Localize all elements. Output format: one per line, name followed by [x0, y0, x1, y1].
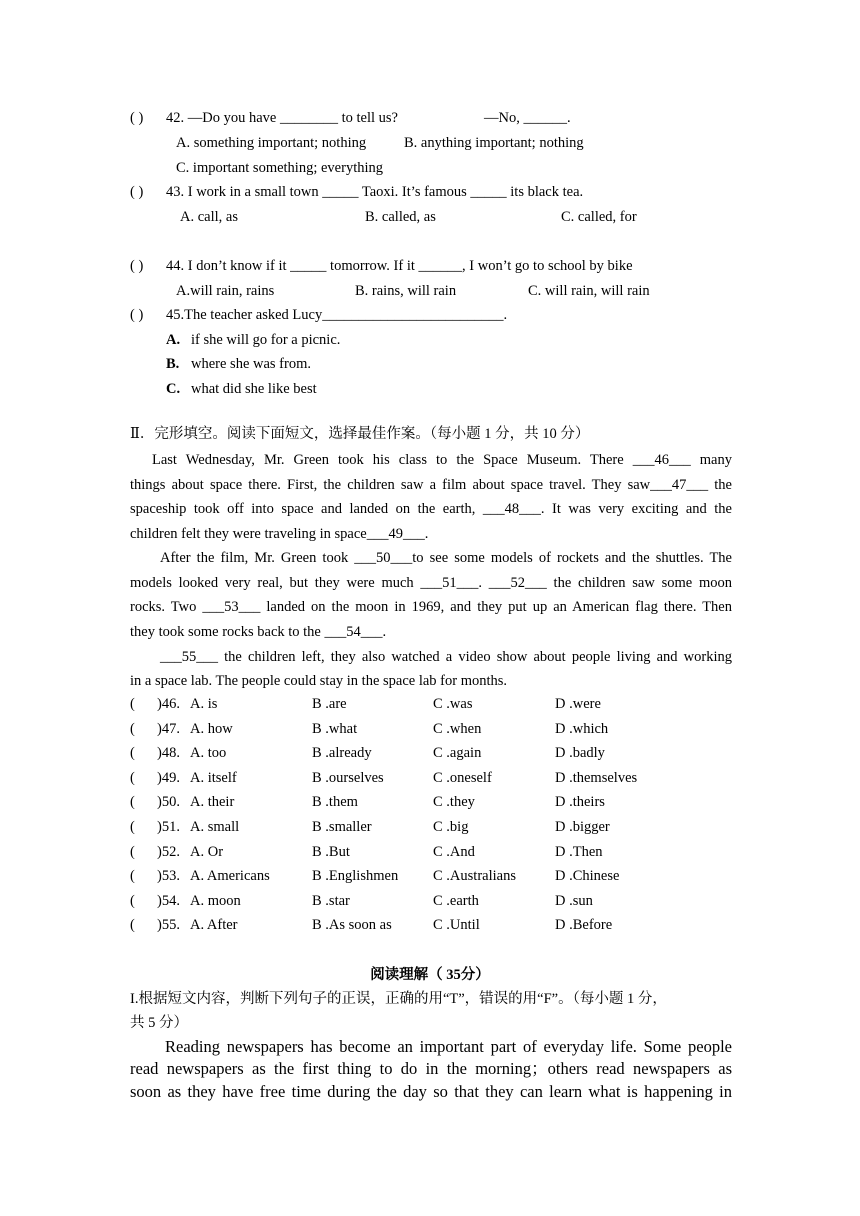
- option-a: A. how: [190, 720, 233, 737]
- answer-paren: (: [130, 843, 135, 860]
- question-number: )53.: [157, 868, 180, 885]
- option-a: A. After: [190, 917, 238, 934]
- option-b: B. anything important; nothing: [404, 135, 584, 151]
- option-d: D .sun: [555, 892, 593, 909]
- option-b: B .are: [312, 696, 347, 712]
- option-c: C .when: [433, 720, 482, 737]
- question-reply: —No, ______.: [484, 110, 571, 126]
- option-a: A. is: [190, 696, 218, 712]
- reading-instructions-cont: 共 5 分）: [130, 1015, 188, 1031]
- question-number: )47.: [157, 720, 180, 737]
- passage-line: ___55___ the children left, they also watched a video show about people living and working: [160, 649, 732, 665]
- answer-paren: (: [130, 868, 135, 885]
- option-c: C. will rain, will rain: [528, 283, 650, 299]
- option-c: C .again: [433, 745, 482, 762]
- option-b: B .But: [312, 843, 350, 860]
- option-b: B .them: [312, 794, 358, 811]
- passage-line: Last Wednesday, Mr. Green took his class to the Space Museum. There ___46___ many: [152, 452, 732, 468]
- cloze-heading: Ⅱ．完形填空。阅读下面短文，选择最佳作案。（每小题 1 分，共 10 分）: [130, 426, 590, 442]
- answer-paren: (: [130, 819, 135, 835]
- option-c: C .earth: [433, 892, 479, 909]
- answer-paren: (: [130, 696, 135, 712]
- passage-line: children felt they were traveling in space___49___.: [130, 526, 429, 542]
- option-d: D .theirs: [555, 794, 605, 811]
- option-letter-b: B.: [166, 356, 180, 372]
- passage-line: read newspapers as the first thing to do in the morning；others read newspapers as: [130, 1059, 732, 1078]
- option-c: C .big: [433, 819, 469, 835]
- option-a: A. their: [190, 794, 235, 811]
- option-d: D .themselves: [555, 769, 638, 786]
- answer-paren: ( ): [130, 110, 144, 126]
- option-c: C .Australians: [433, 868, 516, 885]
- option-c: what did she like best: [191, 381, 317, 397]
- question-stem: 45.The teacher asked Lucy_________________________.: [166, 307, 508, 323]
- option-c: C. called, for: [561, 209, 637, 225]
- option-letter-c: C.: [166, 381, 181, 397]
- question-stem: 42. —Do you have ________ to tell us?: [166, 110, 398, 126]
- option-d: D .Then: [555, 843, 603, 860]
- reading-title: 阅读理解（ 35分）: [370, 967, 490, 983]
- answer-paren: (: [130, 720, 135, 737]
- question-number: )50.: [157, 794, 180, 811]
- question-number: )55.: [157, 917, 180, 934]
- option-b: B. called, as: [365, 209, 436, 225]
- answer-paren: (: [130, 745, 135, 762]
- answer-paren: (: [130, 769, 135, 786]
- option-b: B .smaller: [312, 819, 372, 835]
- passage-line: in a space lab. The people could stay in the space lab for months.: [130, 673, 508, 689]
- passage-line: spaceship took off into space and landed on the earth, ___48___. It was very exciting and the: [130, 501, 732, 517]
- option-d: D .Chinese: [555, 868, 620, 885]
- answer-paren: (: [130, 892, 135, 909]
- question-number: )49.: [157, 769, 180, 786]
- option-a: A. too: [190, 745, 227, 762]
- option-c: C .they: [433, 794, 475, 811]
- option-b: B .As soon as: [312, 917, 392, 934]
- option-b: B .already: [312, 745, 372, 762]
- option-b: B .what: [312, 720, 358, 737]
- option-a: A. call, as: [180, 209, 238, 225]
- option-b: B. rains, will rain: [355, 283, 457, 299]
- answer-paren: ( ): [130, 307, 144, 323]
- option-b: B .Englishmen: [312, 868, 399, 885]
- option-a: A. itself: [190, 769, 237, 786]
- option-c: C. important something; everything: [176, 160, 384, 176]
- answer-paren: (: [130, 794, 135, 811]
- option-a: A. moon: [190, 892, 241, 909]
- option-a: A.will rain, rains: [176, 283, 275, 299]
- option-c: C .And: [433, 843, 475, 860]
- option-d: D .which: [555, 720, 609, 737]
- option-c: C .oneself: [433, 769, 492, 786]
- option-a: if she will go for a picnic.: [191, 332, 341, 348]
- question-number: )54.: [157, 892, 180, 909]
- option-a: A. Or: [190, 843, 224, 860]
- option-a: A. small: [190, 819, 240, 835]
- option-d: D .bigger: [555, 819, 610, 835]
- option-d: D .were: [555, 696, 601, 712]
- question-number: )48.: [157, 745, 180, 762]
- option-letter-a: A.: [166, 332, 181, 348]
- passage-line: things about space there. First, the children saw a film about space travel. They saw___47___ the: [130, 477, 732, 493]
- option-b: B .ourselves: [312, 769, 384, 786]
- passage-line: After the film, Mr. Green took ___50___to see some models of rockets and the shuttles. The: [160, 550, 732, 566]
- option-d: D .Before: [555, 917, 613, 934]
- option-a: A. Americans: [190, 868, 270, 885]
- option-c: C .Until: [433, 917, 480, 934]
- question-number: )52.: [157, 843, 180, 860]
- passage-line: soon as they have free time during the day so that they can learn what is happening in: [130, 1082, 732, 1101]
- answer-paren: ( ): [130, 258, 144, 274]
- question-stem: 44. I don’t know if it _____ tomorrow. If it ______, I won’t go to school by bike: [166, 258, 633, 274]
- option-b: B .star: [312, 892, 350, 909]
- passage-line: models looked very real, but they were much ___51___. ___52___ the children saw some moon: [130, 575, 732, 591]
- question-number: )51.: [157, 819, 180, 835]
- question-number: )46.: [157, 696, 180, 712]
- passage-line: rocks. Two ___53___ landed on the moon in 1969, and they put up an American flag there. Then: [130, 599, 732, 615]
- reading-instructions: I.根据短文内容，判断下列句子的正误，正确的用“T”，错误的用“F”。（每小题 1 分，: [130, 991, 667, 1007]
- answer-paren: ( ): [130, 184, 144, 200]
- question-stem: 43. I work in a small town _____ Taoxi. It’s famous _____ its black tea.: [166, 184, 584, 200]
- option-a: A. something important; nothing: [176, 135, 367, 151]
- passage-line: they took some rocks back to the ___54___.: [130, 624, 387, 640]
- passage-line: Reading newspapers has become an important part of everyday life. Some people: [165, 1037, 732, 1056]
- option-b: where she was from.: [191, 356, 311, 372]
- answer-paren: (: [130, 917, 135, 934]
- option-d: D .badly: [555, 745, 605, 762]
- option-c: C .was: [433, 696, 473, 712]
